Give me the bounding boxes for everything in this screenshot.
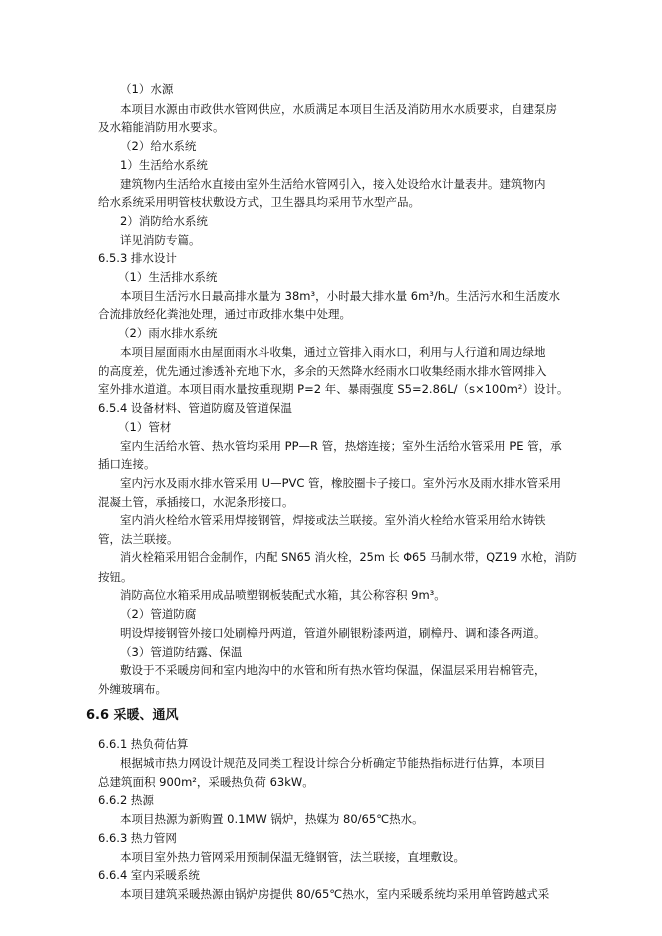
text-line: 外缠玻璃布。 <box>98 682 167 696</box>
section-heading: 6.6 采暖、通风 <box>86 708 179 723</box>
text-line: （3）管道防结露、保温 <box>120 645 243 659</box>
text-line: （2）管道防腐 <box>120 607 197 621</box>
text-line: 消防高位水箱采用成品喷塑钢板装配式水箱，其公称容积 9m³。 <box>120 588 446 602</box>
text-line: 室内污水及雨水排水管采用 U—PVC 管，橡胶圈卡子接口。室外污水及雨水排水管采用 <box>120 476 562 490</box>
text-line: 给水系统采用明管枝状敷设方式，卫生器具均采用节水型产品。 <box>98 195 420 209</box>
text-line: （1）水源 <box>120 82 174 96</box>
text-line: 室外排水道道。本项目雨水量按重现期 P=2 年、暴雨强度 S5=2.86L/（s×100m²）设计。 <box>98 382 569 396</box>
text-line: 合流排放经化粪池处理，通过市政排水集中处理。 <box>98 307 351 321</box>
text-line: 本项目屋面雨水由屋面雨水斗收集，通过立管排入雨水口，利用与人行道和周边绿地 <box>120 345 546 359</box>
section-title: 6.6.3 热力管网 <box>98 831 177 845</box>
section-title: 6.6.4 室内采暖系统 <box>98 868 200 882</box>
text-line: （1）管材 <box>118 420 172 434</box>
text-line: 插口连接。 <box>98 457 156 471</box>
text-line: 室内消火栓给水管采用焊接钢管，焊接或法兰联接。室外消火栓给水管采用给水铸铁 <box>120 513 546 527</box>
section-title: 6.6.1 热负荷估算 <box>98 737 189 751</box>
text-line: 总建筑面积 900m²，采暖热负荷 63kW。 <box>98 775 314 789</box>
text-line: 1）生活给水系统 <box>120 158 208 172</box>
text-line: 本项目热源为新购置 0.1MW 锅炉，热媒为 80/65℃热水。 <box>120 812 424 826</box>
text-line: 混凝土管，承插接口，水泥条形接口。 <box>98 495 294 509</box>
text-line: 的高度差，优先通过渗透补充地下水，多余的天然降水经雨水口收集经雨水排水管网排入 <box>98 364 547 378</box>
text-line: 本项目生活污水日最高排水量为 38m³，小时最大排水量 6m³/h。生活污水和生活废水 <box>120 289 561 303</box>
text-line: 明设焊接钢管外接口处刷樟丹两道，管道外刷银粉漆两道，刷樟丹、调和漆各两道。 <box>120 626 546 640</box>
text-line: 按钮。 <box>98 570 133 584</box>
text-line: 敷设于不采暖房间和室内地沟中的水管和所有热水管均保温，保温层采用岩棉管壳， <box>120 663 546 677</box>
text-line: 2）消防给水系统 <box>120 214 208 228</box>
text-line: 室内生活给水管、热水管均采用 PP—R 管，热熔连接；室外生活给水管采用 PE 管，承 <box>120 439 562 453</box>
text-line: 详见消防专篇。 <box>120 233 201 247</box>
text-line: （1）生活排水系统 <box>118 270 218 284</box>
text-line: 及水箱能消防用水要求。 <box>98 120 225 134</box>
text-line: 本项目水源由市政供水管网供应，水质满足本项目生活及消防用水水质要求，自建泵房 <box>120 102 557 116</box>
text-line: 消火栓箱采用铝合金制作，内配 SN65 消火栓，25m 长 Φ65 马制水带，QZ19 水枪，消防 <box>120 551 577 564</box>
text-line: 根据城市热力网设计规范及同类工程设计综合分析确定节能热指标进行估算，本项目 <box>120 756 546 770</box>
section-title: 6.5.4 设备材料、管道防腐及管道保温 <box>98 401 292 415</box>
text-line: （2）给水系统 <box>120 139 197 153</box>
text-line: 管，法兰联接。 <box>98 532 179 546</box>
text-line: 本项目建筑采暖热源由锅炉房提供 80/65℃热水，室内采暖系统均采用单管跨越式采 <box>120 887 550 901</box>
section-title: 6.6.2 热源 <box>98 793 154 807</box>
text-line: 本项目室外热力管网采用预制保温无缝钢管，法兰联接，直埋敷设。 <box>120 850 465 864</box>
section-title: 6.5.3 排水设计 <box>98 251 177 265</box>
text-line: 建筑物内生活给水直接由室外生活给水管网引入，接入处设给水计量表井。建筑物内 <box>120 177 546 191</box>
text-line: （2）雨水排水系统 <box>118 326 218 340</box>
